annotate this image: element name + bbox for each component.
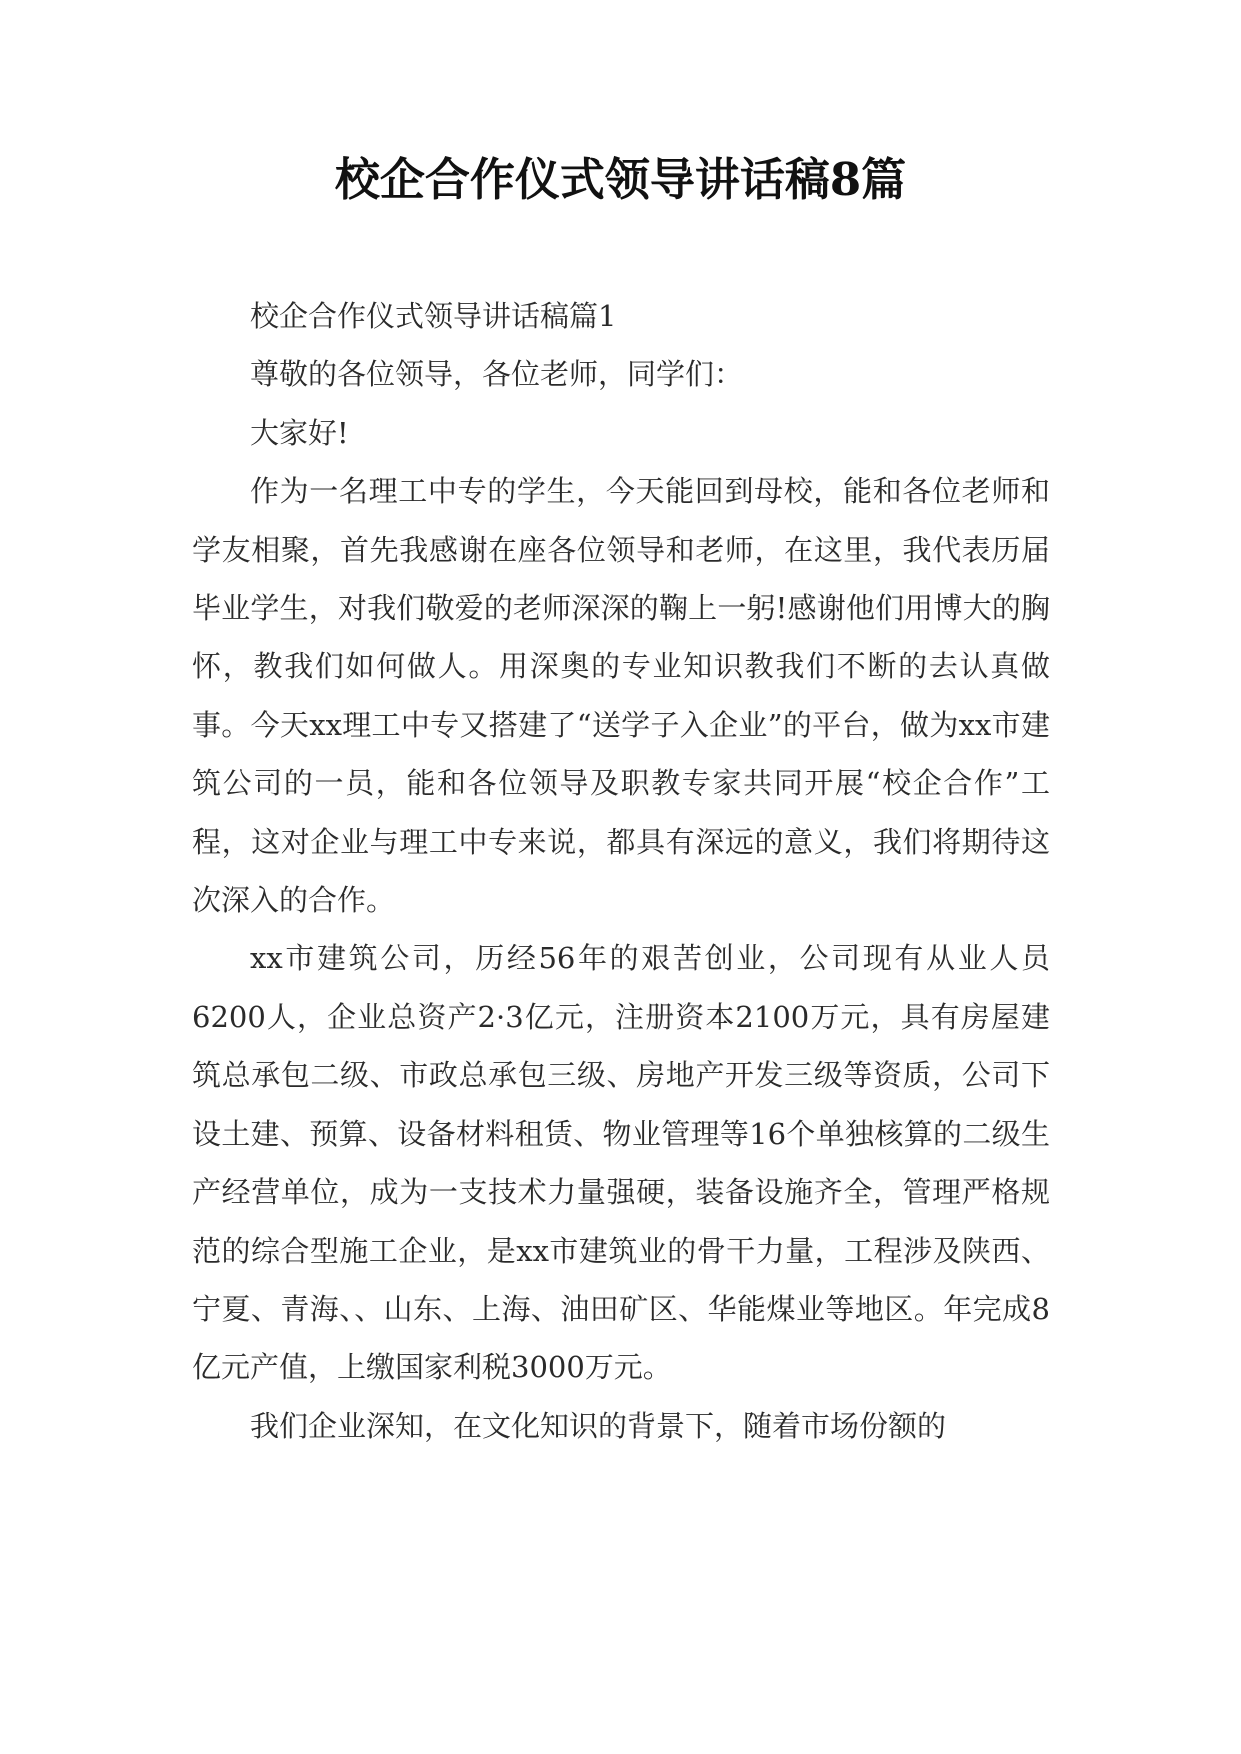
body-paragraph: 作为一名理工中专的学生，今天能回到母校，能和各位老师和学友相聚，首先我感谢在座各位领导和老师，在这里，我代表历届毕业学生，对我们敬爱的老师深深的鞠上一躬!感谢他们用博大的胸怀，教我们如何做人。用深奥的专业知识教我们不断的去认真做事。今天xx理工中专又搭建了“送学子入企业”的平台，做为xx市建筑公司的一员，能和各位领导及职教专家共同开展“校企合作”工程，这对企业与理工中专来说，都具有深远的意义，我们将期待这次深入的合作。 — [192, 474, 1050, 918]
greeting: 大家好! — [250, 415, 349, 450]
salutation: 尊敬的各位领导，各位老师，同学们： — [250, 357, 744, 392]
body-paragraph: xx市建筑公司，历经56年的艰苦创业，公司现有从业人员6200人，企业总资产2·3亿元，注册资本2100万元，具有房屋建筑总承包二级、市政总承包三级、房地产开发三级等资质，公司下设土建、预算、设备材料租赁、物业管理等16个单独核算的二级生产经营单位，成为一支技术力量强硬，装备设施齐全，管理严格规范的综合型施工企业，是xx市建筑业的骨干力量，工程涉及陕西、宁夏、青海、、山东、上海、油田矿区、华能煤业等地区。年完成8亿元产值，上缴国家利税3000万元。 — [192, 941, 1050, 1385]
body-paragraph: 我们企业深知，在文化知识的背景下，随着市场份额的 — [250, 1408, 947, 1443]
section-heading: 校企合作仪式领导讲话稿篇1 — [250, 299, 617, 333]
document-title: 校企合作仪式领导讲话稿8篇 — [334, 153, 907, 206]
document-body — [192, 287, 1050, 1455]
